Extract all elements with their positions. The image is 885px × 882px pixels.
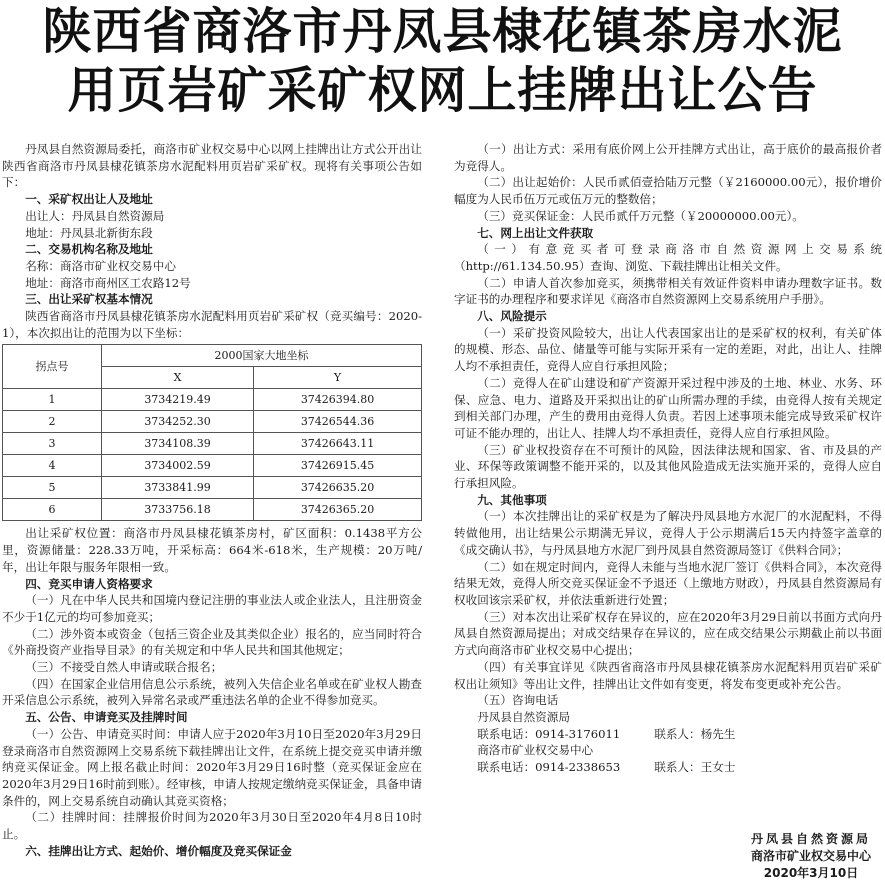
section-7-heading: 七、网上出让文件获取 [477,225,594,240]
timeline-item-1: （一）公告、申请竞买时间：申请人应于2020年3月10日至2020年3月29日登录商洛市自然资源网上交易系统下载挂牌出让文件，在系统上提交竞买申请并缴纳竞买保证金。网上报名截止时间：2020年3月29日16时整（竞买保证金应在2020年3月29日16时前到账）。经审核，申请人按规定缴纳竞买保证金，具备申请条件的，网上交易系统自动确认其竞买资格； [2,726,422,808]
agency-name-line: 名称：商洛市矿业权交易中心 [25,258,176,273]
document-item-2: （二）申请人首次参加竞买，须携带相关有效证件资料申请办理数字证书。数字证书的办理程序和要求详见《商洛市自然资源网上交易系统用户手册》。 [454,275,882,307]
contact-org-1: 丹凤县自然资源局 [477,709,570,724]
y-value: 37426635.20 [254,477,422,499]
grantor-line: 出让人：丹凤县自然资源局 [25,208,165,223]
y-value: 37426394.80 [254,389,422,411]
point-number: 2 [3,411,102,433]
contact-person-1: 联系人：杨先生 [654,726,736,741]
signature-org-2: 商洛市矿业权交易中心 [750,849,871,863]
section-5-heading: 五、公告、申请竞买及挂牌时间 [25,710,188,725]
risk-item-1: （一）采矿投资风险较大，出让人代表国家出让的是采矿权的权利，有关矿体的规模、形态、品位、储量等可能与实际开采有一定的差距，对此，出让人、挂牌人均不承担责任，竞得人应自行承担风险； [454,325,882,374]
signature-block [751,831,871,882]
other-item-1: （一）本次挂牌出让的采矿权是为了解决丹凤县地方水泥厂的水泥配料，不得转做他用，出让结果公示期满无异议，竞得人于公示期满后15天内持签字盖章的《成交确认书》，与丹凤县地方水泥厂到丹凤县自然资源局签订《供料合同》； [454,509,882,557]
section-4-heading: 四、竞买申请人资格要求 [25,576,153,591]
point-number: 6 [3,499,102,521]
contact-phone-2: 联系电话：0914-2338653 [477,760,621,775]
x-value: 3733756.18 [102,499,254,521]
x-value: 3734219.49 [102,389,254,411]
contact-phone-1: 联系电话：0914-3176011 [477,726,621,741]
other-item-2: （二）如在规定时间内，竞得人未能与当地水泥厂签订《供料合同》，本次竞得结果无效，竞得人所交竞买保证金不予退还（上缴地方财政），丹凤县自然资源局有权收回该宗采矿权，并依法重新进行处置； [454,559,882,607]
signature-org-1: 丹凤县自然资源局 [750,832,871,846]
other-item-3: （三）对本次出让采矿权存在异议的，应在2020年3月29日前以书面方式向丹凤县自然资源局提出；对成交结果存在异议的，应在成交结果公示期截止前以书面方式向商洛市矿业权交易中心提出； [454,609,882,658]
mine-location-paragraph: 出让采矿权位置：商洛市丹凤县棣花镇茶房村，矿区面积：0.1438平方公里，资源储量：228.33万吨，开采标高：664米-618米，生产规模：20万吨/年，出让年限与服务年限相一致。 [2,526,422,574]
section-3-paragraph: 陕西省商洛市丹凤县棣花镇茶房水泥配料用页岩矿采矿权（竞买编号：2020-1），本次拟出让的范围为以下坐标： [2,309,422,340]
table-row [3,477,422,499]
eligibility-item-3: （三）不接受自然人申请或联合报名； [25,660,223,675]
contact-row-2 [454,759,882,776]
table-row [3,433,422,455]
section-6-heading: 六、挂牌出让方式、起始价、增价幅度及竞买保证金 [25,843,292,858]
method-item-3: （三）竞买保证金：人民币贰仟万元整（￥20000000.00元）。 [477,208,804,223]
risk-item-3: （三）矿业权投资存在不可预计的风险，因法律法规和国家、省、市及县的产业、环保等政策调整不能开采的，以及其他风险造成无法实施开采的，竞得人应自行承担风险。 [454,442,882,491]
other-item-4: （四）有关事宜详见《陕西省商洛市丹凤县棣花镇茶房水泥配料用页岩矿采矿权出让须知》等出让文件，挂牌出让文件如有变更，将发布变更或补充公告。 [454,659,882,691]
x-value: 3734252.30 [102,411,254,433]
document-item-1: （一）有意竞买者可登录商洛市自然资源网上交易系统（http://61.134.50.95）查询、浏览、下载挂牌出让相关文件。 [454,242,882,273]
eligibility-item-2: （二）涉外资本或资金（包括三资企业及其类似企业）报名的，应当同时符合《外商投资产业指导目录》的有关规定和中华人民共和国其他规定； [2,626,422,658]
point-number: 3 [3,433,102,455]
y-value: 37426915.45 [254,455,422,477]
x-value: 3734002.59 [102,455,254,477]
table-row [3,499,422,521]
section-9-heading: 九、其他事项 [477,492,547,507]
agency-address-line: 地址：商洛市商州区工农路12号 [25,275,191,290]
method-item-2: （二）出让起始价：人民币贰佰壹拾陆万元整（￥2160000.00元），报价增价幅度为人民币伍万元或伍万元的整数倍； [454,175,882,207]
eligibility-item-4: （四）在国家企业信用信息公示系统，被列入失信企业名单或在矿业权人勘查开采信息公示系统，被列入异常名录或严重违法名单的企业不得参加竞买。 [2,676,422,708]
section-2-heading: 二、交易机构名称及地址 [25,242,153,257]
contact-org-2: 商洛市矿业权交易中心 [477,743,594,758]
signature-date: 2020年3月10日 [763,866,859,880]
col-y-header: Y [254,367,422,389]
section-1-heading: 一、采矿权出让人及地址 [25,192,153,207]
table-row [3,455,422,477]
risk-item-2: （二）竞得人在矿山建设和矿产资源开采过程中涉及的土地、林业、水务、环保、应急、电力、道路及开采拟出让的矿山所需办理的手续，由竞得人按有关规定到相关部门办理，产生的费用由竞得人负责。若因上述事项未能完成导致采矿权许可证不能办理的，出让人、挂牌人均不承担责任，竞得人应自行承担风险。 [454,375,882,440]
table-row [3,411,422,433]
y-value: 37426643.11 [254,433,422,455]
x-value: 3734108.39 [102,433,254,455]
title-line-1: 陕西省商洛市丹凤县棣花镇茶房水泥 [42,3,843,60]
coordinate-table [2,344,422,521]
eligibility-item-1: （一）凡在中华人民共和国境内登记注册的事业法人或企业法人，且注册资金不少于1亿元的均可参加竞买； [2,593,422,624]
point-number: 5 [3,477,102,499]
contact-person-2: 联系人：王女士 [654,760,736,775]
y-value: 37426365.20 [254,499,422,521]
section-3-heading: 三、出让采矿权基本情况 [25,292,153,307]
contact-row-1 [454,726,882,743]
x-value: 3733841.99 [102,477,254,499]
timeline-item-2: （二）挂牌时间：挂牌报价时间为2020年3月30日至2020年4月8日10时止。 [2,810,422,842]
col-x-header: X [102,367,254,389]
point-number: 1 [3,389,102,411]
col-group-header: 2000国家大地坐标 [102,345,422,367]
y-value: 37426544.36 [254,411,422,433]
point-number: 4 [3,455,102,477]
method-item-1: （一）出让方式：采用有底价网上公开挂牌方式出让，高于底价的最高报价者为竞得人。 [454,142,882,173]
intro-paragraph: 丹凤县自然资源局委托，商洛市矿业权交易中心以网上挂牌出让方式公开出让陕西省商洛市丹凤县棣花镇茶房水泥配料用页岩矿采矿权。现将有关事项公告如下： [2,142,422,190]
title-line-2: 用页岩矿采矿权网上挂牌出让公告 [67,62,818,119]
table-row [3,389,422,411]
announcement-title [0,2,885,120]
left-column [2,141,422,860]
col-point-header: 拐点号 [3,345,102,389]
consult-heading: （五）咨询电话 [477,693,559,708]
section-8-heading: 八、风险提示 [477,309,547,324]
grantor-address-line: 地址：丹凤县北新街东段 [25,225,153,240]
right-column [454,141,882,776]
